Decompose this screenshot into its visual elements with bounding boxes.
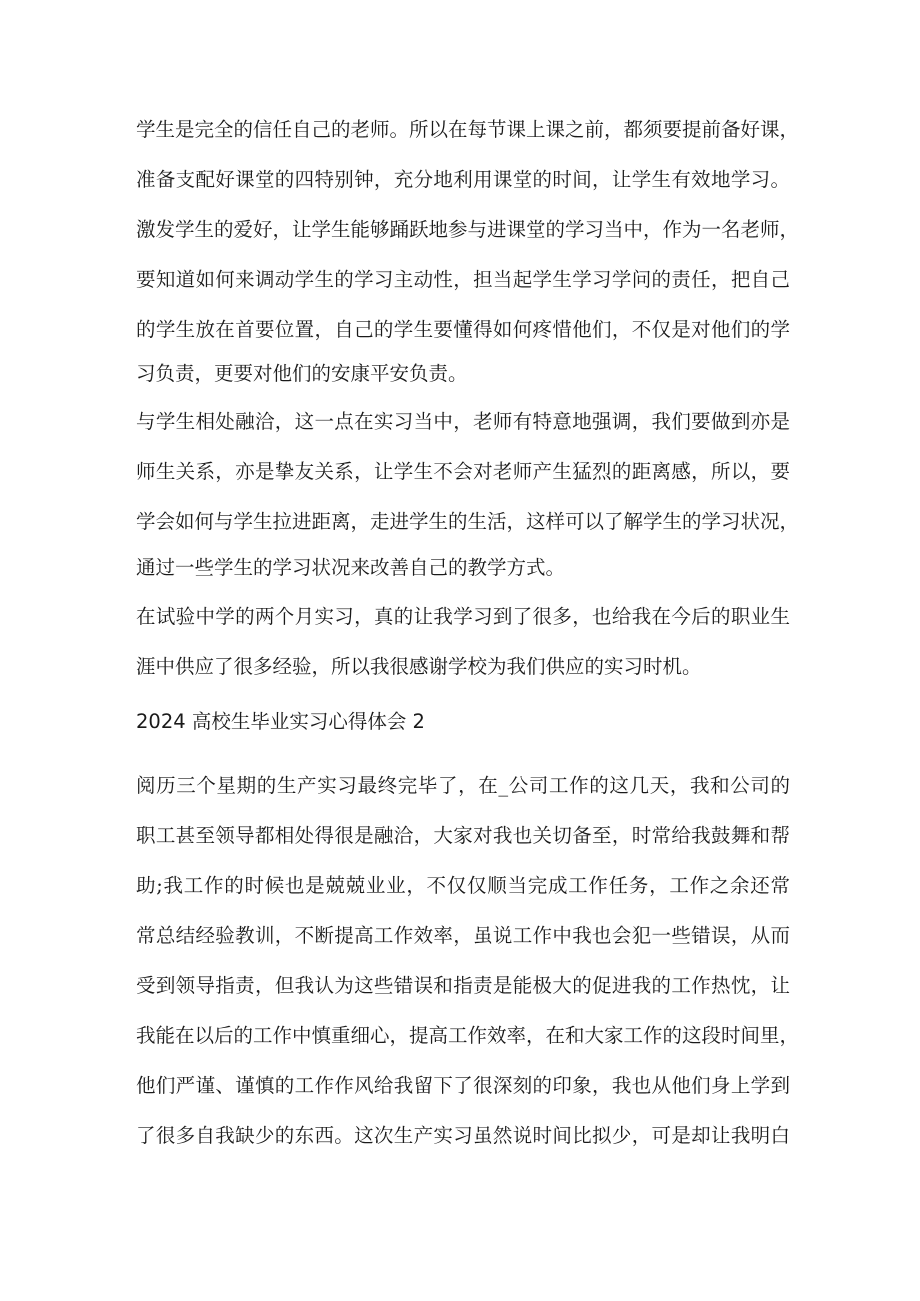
paragraph-line: 受到领导指责，但我认为这些错误和指责是能极大的促进我的工作热忱，让 bbox=[136, 974, 790, 997]
paragraph-line: 了很多自我缺少的东西。这次生产实习虽然说时间比拟少，可是却让我明白 bbox=[136, 1124, 790, 1147]
section-heading: 2024 高校生毕业实习心得体会 2 bbox=[136, 710, 425, 733]
paragraph-line: 与学生相处融洽，这一点在实习当中，老师有特意地强调，我们要做到亦是 bbox=[136, 410, 790, 433]
paragraph-line: 师生关系，亦是挚友关系，让学生不会对老师产生猛烈的距离感，所以，要 bbox=[136, 460, 790, 483]
paragraph-line: 涯中供应了很多经验，所以我很感谢学校为我们供应的实习时机。 bbox=[136, 655, 702, 678]
paragraph-line: 在试验中学的两个月实习，真的让我学习到了很多，也给我在今后的职业生 bbox=[136, 605, 790, 628]
paragraph-line: 职工甚至领导都相处得很是融洽，大家对我也关切备至，时常给我鼓舞和帮 bbox=[136, 824, 790, 847]
paragraph-line: 阅历三个星期的生产实习最终完毕了，在_公司工作的这几天，我和公司的 bbox=[136, 774, 790, 797]
paragraph-line: 通过一些学生的学习状况来改善自己的教学方式。 bbox=[136, 556, 566, 579]
paragraph-line: 助;我工作的时候也是兢兢业业，不仅仅顺当完成工作任务，工作之余还常 bbox=[136, 874, 790, 897]
paragraph-line: 习负责，更要对他们的安康平安负责。 bbox=[136, 362, 468, 385]
paragraph-line: 要知道如何来调动学生的学习主动性，担当起学生学习学问的责任，把自己 bbox=[136, 268, 790, 291]
paragraph-line: 常总结经验教训，不断提高工作效率，虽说工作中我也会犯一些错误，从而 bbox=[136, 924, 790, 947]
paragraph-line: 准备支配好课堂的四特别钟，充分地利用课堂的时间，让学生有效地学习。 bbox=[136, 168, 790, 191]
paragraph-line: 激发学生的爱好，让学生能够踊跃地参与进课堂的学习当中，作为一名老师， bbox=[136, 218, 800, 241]
paragraph-line: 的学生放在首要位置，自己的学生要懂得如何疼惜他们，不仅是对他们的学 bbox=[136, 318, 790, 341]
paragraph-line: 他们严谨、谨慎的工作作风给我留下了很深刻的印象，我也从他们身上学到 bbox=[136, 1074, 790, 1097]
paragraph-line: 学会如何与学生拉进距离，走进学生的生活，这样可以了解学生的学习状况， bbox=[136, 510, 800, 533]
paragraph-line: 我能在以后的工作中慎重细心，提高工作效率，在和大家工作的这段时间里， bbox=[136, 1024, 800, 1047]
paragraph-line: 学生是完全的信任自己的老师。所以在每节课上课之前，都须要提前备好课， bbox=[136, 118, 800, 141]
